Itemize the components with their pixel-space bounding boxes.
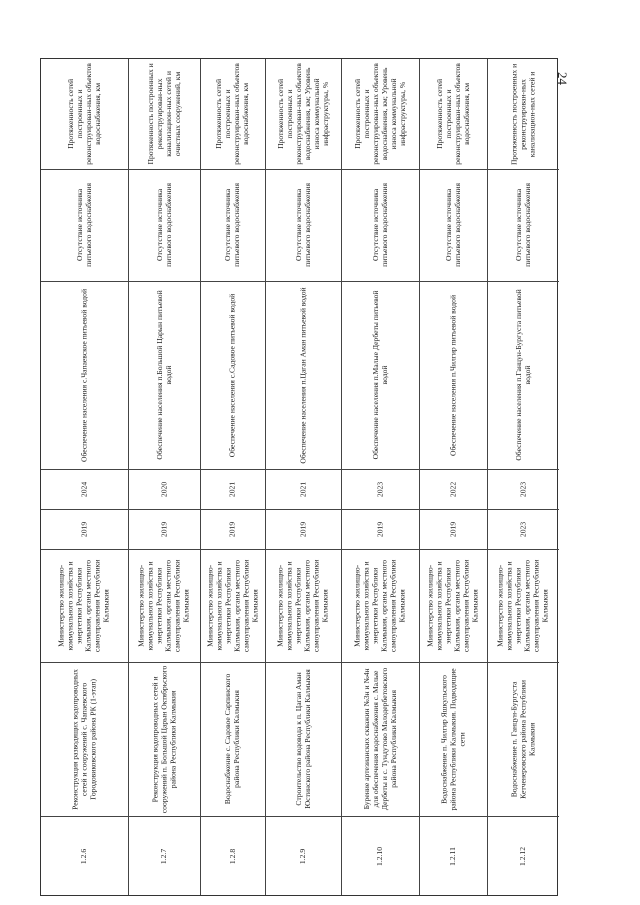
cell-end: [420, 469, 487, 509]
cell-text: Протяженность сетей построенных и реконструирован-ных объектов водоснабжения, км; Уровень износа коммунальной инфраструктуры, %: [275, 63, 330, 165]
cell-name: [342, 662, 419, 816]
cell-indicator: [420, 59, 487, 169]
cell-num: [201, 816, 265, 897]
cell-text: Министерство жилищно-коммунального хозяйства и энергетики Республики Калмыкия, органы местного самоуправления Республики Калмыкия: [495, 559, 550, 652]
cell-text: 2020: [159, 481, 169, 497]
cell-text: Отсутствие источника питьевого водоснабжения: [74, 183, 93, 267]
cell-end: [342, 469, 419, 509]
cell-text: Протяженность построенных и реконструирован-ных канализацион-ных сетей и: [509, 63, 536, 165]
cell-text: 2019: [159, 521, 169, 537]
cell-text: Водоснабжение с. Садовое Сарпинского района Республики Калмыкия: [223, 673, 241, 805]
cell-name: [41, 662, 128, 816]
cell-text: Обеспечение населения с.Садовое питьевой водой: [227, 293, 237, 457]
cell-text: Отсутствие источника питьевого водоснабжения: [443, 183, 462, 267]
cell-name: [420, 662, 487, 816]
cell-text: 1.2.10: [375, 847, 385, 866]
cell-text: 2019: [227, 521, 237, 537]
cell-text: 2023: [518, 481, 528, 497]
cell-result: [420, 281, 487, 469]
cell-start: [201, 509, 265, 549]
cell-text: Протяженность построенных и реконструирован-ных канализацион-ных сетей и очистных сооружений, км: [145, 63, 182, 165]
table-row: [200, 59, 265, 895]
cell-indicator: [129, 59, 200, 169]
cell-text: 2023: [518, 521, 528, 537]
table-row: [41, 59, 128, 895]
cell-indicator: [342, 59, 419, 169]
cell-end: [488, 469, 559, 509]
cell-text: Реконструкция водопроводных сетей и сооружений п. Большой Царын Октябрьского района Республики Калмыкия: [150, 665, 177, 813]
cell-text: Водоснабжение п. Чилгир Яшкульского района Республики Калмыкия. Подводящие сети: [439, 667, 466, 811]
cell-start: [488, 509, 559, 549]
cell-num: [342, 816, 419, 897]
cell-result: [201, 281, 265, 469]
table-row: [419, 59, 487, 895]
cell-text: Обеспечение населения п.Большой Царын питьевой водой: [154, 290, 173, 460]
cell-text: Протяженность сетей построенных и реконструирован-ных объектов водоснабжения, км; Уровень износа коммунальной инфраструктуры, %: [352, 63, 407, 165]
cell-executor: [342, 549, 419, 662]
cell-executor: [41, 549, 128, 662]
cell-text: 2021: [227, 481, 237, 497]
cell-executor: [201, 549, 265, 662]
cell-text: Отсутствие источника питьевого водоснабжения: [223, 183, 241, 267]
cell-text: Строительство водовода к п. Цаган Аман Юстинского района Республики Калмыкия: [293, 669, 312, 809]
cell-start: [41, 509, 128, 549]
cell-text: Реконструкция разводящих водопроводных сетей и сооружений с. Чапаевского Городовиковского района РК (1-этап): [70, 668, 97, 810]
cell-result: [129, 281, 200, 469]
cell-text: Обеспечение населения п.Ганцун-Бургуста питьевой водой: [513, 289, 532, 461]
cell-num: [420, 816, 487, 897]
cell-consequence: [266, 169, 341, 281]
cell-text: Министерство жилищно-коммунального хозяйства и энергетики Республики Калмыкия, органы местного самоуправления Республики Калмыкия: [425, 559, 480, 652]
cell-result: [342, 281, 419, 469]
cell-text: 1.2.12: [518, 847, 528, 866]
cell-end: [201, 469, 265, 509]
cell-text: Министерство жилищно-коммунального хозяйства и энергетики Республики Калмыкия, органы местного самоуправления Республики Калмыкия: [136, 559, 191, 652]
cell-result: [488, 281, 559, 469]
cell-start: [342, 509, 419, 549]
cell-text: 1.2.8: [227, 848, 237, 865]
cell-text: 2019: [375, 521, 385, 537]
cell-start: [420, 509, 487, 549]
table-row: [128, 59, 200, 895]
cell-text: Отсутствие источника питьевого водоснабжения: [293, 183, 312, 267]
cell-name: [201, 662, 265, 816]
cell-consequence: [342, 169, 419, 281]
cell-name: [488, 662, 559, 816]
cell-text: 2019: [298, 521, 308, 537]
cell-text: 1.2.6: [79, 848, 89, 865]
cell-text: Обеспечение населения с.Чапаевское питьевой водой: [79, 288, 89, 462]
cell-executor: [488, 549, 559, 662]
cell-text: Протяженность сетей построенных и реконструирован-ных объектов водоснабжения, км: [214, 63, 250, 165]
cell-end: [266, 469, 341, 509]
cell-text: 1.2.7: [159, 848, 169, 865]
cell-end: [129, 469, 200, 509]
cell-text: 2022: [448, 481, 458, 497]
table-row: [341, 59, 419, 895]
cell-end: [41, 469, 128, 509]
cell-num: [129, 816, 200, 897]
cell-executor: [266, 549, 341, 662]
cell-result: [41, 281, 128, 469]
cell-text: Отсутствие источника питьевого водоснабжения: [154, 183, 173, 267]
cell-indicator: [266, 59, 341, 169]
cell-text: 2021: [298, 481, 308, 497]
cell-text: Отсутствие источника питьевого водоснабжения: [513, 183, 532, 267]
cell-num: [41, 816, 128, 897]
cell-text: Министерство жилищно-коммунального хозяйства и энергетики Республики Калмыкия, органы местного самоуправления Республики Калмыкия: [56, 559, 111, 652]
cell-consequence: [129, 169, 200, 281]
cell-name: [266, 662, 341, 816]
page-number: 24: [555, 72, 570, 85]
cell-text: Министерство жилищно-коммунального хозяйства и энергетики Республики Калмыкия, органы местного самоуправления Республики Калмыкия: [352, 559, 407, 652]
cell-text: 2019: [448, 521, 458, 537]
table-row: [265, 59, 341, 895]
cell-start: [129, 509, 200, 549]
cell-result: [266, 281, 341, 469]
cell-text: 2023: [375, 481, 385, 497]
cell-indicator: [201, 59, 265, 169]
cell-start: [266, 509, 341, 549]
cell-text: Протяженность сетей построенных и реконструирован-ных объектов водоснабжения, км: [65, 63, 102, 165]
cell-text: 2024: [79, 481, 89, 497]
cell-consequence: [488, 169, 559, 281]
cell-text: Обеспечение населения п.Чилгир питьевой водой: [448, 294, 458, 456]
cell-text: Протяженность сетей построенных и реконструирован-ных объектов водоснабжения, км: [434, 63, 471, 165]
cell-text: Министерство жилищно-коммунального хозяйства и энергетики Республики Калмыкия, органы местного самоуправления Республики Калмыкия: [205, 559, 259, 652]
cell-num: [488, 816, 559, 897]
cell-consequence: [201, 169, 265, 281]
cell-name: [129, 662, 200, 816]
cell-text: Водоснабжение п. Ганцун-Бургуста Кетченеровского района Республики Калмыкия: [509, 679, 536, 799]
cell-text: 1.2.11: [448, 847, 458, 866]
cell-indicator: [41, 59, 128, 169]
cell-executor: [129, 549, 200, 662]
cell-consequence: [420, 169, 487, 281]
table-row: [487, 59, 559, 895]
cell-text: Министерство жилищно-коммунального хозяйства и энергетики Республики Калмыкия, органы местного самоуправления Республики Калмыкия: [275, 559, 330, 652]
cell-consequence: [41, 169, 128, 281]
cell-text: Отсутствие источника питьевого водоснабжения: [370, 183, 389, 267]
cell-text: Бурение артезианских скважин №3н и №4н для обеспечения водоснабжения с. Малые Дербеты и с. Тундутово Малодербетовского района Республики Калмыкия: [361, 667, 398, 811]
program-table: [40, 58, 558, 896]
cell-text: Обеспечение населения п.Малые Дербеты питьевой водой: [370, 290, 389, 460]
cell-num: [266, 816, 341, 897]
cell-text: 1.2.9: [298, 848, 308, 865]
cell-executor: [420, 549, 487, 662]
cell-indicator: [488, 59, 559, 169]
cell-text: Обеспечение населения п.Цаган Аман питьевой водой: [298, 286, 308, 464]
cell-text: 2019: [79, 521, 89, 537]
